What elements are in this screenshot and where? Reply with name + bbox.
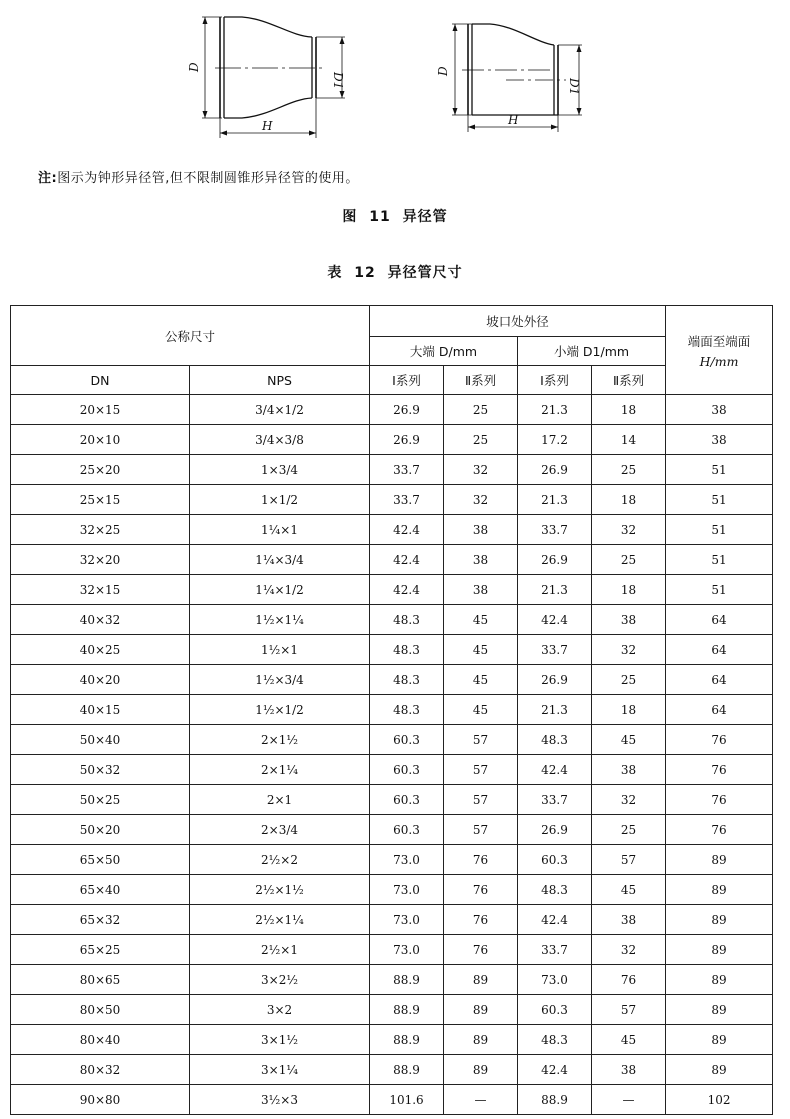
cell-dn: 32×25 — [11, 515, 190, 545]
cell-small-series2: 45 — [592, 725, 666, 755]
cell-dn: 20×15 — [11, 395, 190, 425]
cell-dn: 32×15 — [11, 575, 190, 605]
cell-h: 51 — [666, 575, 773, 605]
cell-small-series1: 73.0 — [518, 965, 592, 995]
cell-large-series1: 48.3 — [370, 635, 444, 665]
figure-caption: 图 11 异径管 — [342, 209, 448, 225]
header-end-to-end — [666, 306, 773, 395]
table-row — [11, 785, 773, 815]
cell-h: 89 — [666, 935, 773, 965]
cell-small-series1: 48.3 — [518, 1025, 592, 1055]
cell-dn: 50×20 — [11, 815, 190, 845]
cell-large-series2: 45 — [444, 635, 518, 665]
cell-large-series2: 45 — [444, 605, 518, 635]
table-row — [11, 1085, 773, 1115]
table-row — [11, 695, 773, 725]
cell-small-series2: — — [592, 1085, 666, 1115]
figure-note — [38, 167, 359, 186]
header-series2-large: Ⅱ系列 — [444, 366, 518, 395]
cell-small-series1: 26.9 — [518, 665, 592, 695]
table-row — [11, 395, 773, 425]
header-series1-small: Ⅰ系列 — [518, 366, 592, 395]
cell-h: 64 — [666, 605, 773, 635]
cell-small-series1: 48.3 — [518, 725, 592, 755]
cell-nps: 1½×1 — [190, 635, 370, 665]
concentric-reducer-drawing — [202, 17, 345, 138]
cell-large-series1: 26.9 — [370, 425, 444, 455]
cell-small-series1: 26.9 — [518, 815, 592, 845]
cell-large-series1: 101.6 — [370, 1085, 444, 1115]
cell-large-series2: 32 — [444, 455, 518, 485]
cell-h: 89 — [666, 845, 773, 875]
cell-large-series2: 57 — [444, 785, 518, 815]
right-d1-label: D1 — [567, 78, 581, 96]
header-nps: NPS — [190, 366, 370, 395]
cell-small-series1: 60.3 — [518, 995, 592, 1025]
cell-small-series1: 21.3 — [518, 485, 592, 515]
cell-small-series2: 38 — [592, 755, 666, 785]
cell-small-series1: 42.4 — [518, 1055, 592, 1085]
cell-dn: 90×80 — [11, 1085, 190, 1115]
cell-small-series2: 57 — [592, 995, 666, 1025]
table-row — [11, 575, 773, 605]
cell-large-series2: — — [444, 1085, 518, 1115]
cell-dn: 65×32 — [11, 905, 190, 935]
cell-large-series2: 45 — [444, 695, 518, 725]
cell-nps: 2×1¼ — [190, 755, 370, 785]
cell-dn: 50×40 — [11, 725, 190, 755]
cell-small-series1: 17.2 — [518, 425, 592, 455]
cell-small-series2: 45 — [592, 1025, 666, 1055]
cell-large-series1: 48.3 — [370, 605, 444, 635]
table-row — [11, 545, 773, 575]
cell-nps: 3×2½ — [190, 965, 370, 995]
header-end-to-end-line1: 端面至端面 — [687, 333, 751, 349]
cell-nps: 2½×1½ — [190, 875, 370, 905]
table-row — [11, 485, 773, 515]
cell-large-series1: 48.3 — [370, 665, 444, 695]
cell-large-series2: 76 — [444, 875, 518, 905]
cell-large-series2: 89 — [444, 995, 518, 1025]
cell-large-series1: 33.7 — [370, 485, 444, 515]
cell-nps: 1½×1¼ — [190, 605, 370, 635]
table-row — [11, 965, 773, 995]
cell-nps: 1½×1/2 — [190, 695, 370, 725]
cell-h: 51 — [666, 485, 773, 515]
note-prefix: 注: — [38, 171, 58, 186]
header-end-to-end-line2: H/mm — [699, 353, 739, 369]
cell-nps: 2½×1¼ — [190, 905, 370, 935]
cell-h: 64 — [666, 635, 773, 665]
cell-large-series1: 60.3 — [370, 725, 444, 755]
cell-large-series2: 38 — [444, 575, 518, 605]
cell-large-series1: 60.3 — [370, 785, 444, 815]
cell-large-series2: 57 — [444, 815, 518, 845]
cell-dn: 80×32 — [11, 1055, 190, 1085]
note-text: 图示为钟形异径管,但不限制圆锥形异径管的使用。 — [57, 171, 359, 186]
cell-small-series1: 42.4 — [518, 755, 592, 785]
cell-small-series2: 18 — [592, 395, 666, 425]
cell-small-series2: 32 — [592, 935, 666, 965]
cell-dn: 65×25 — [11, 935, 190, 965]
cell-large-series1: 26.9 — [370, 395, 444, 425]
cell-small-series1: 42.4 — [518, 905, 592, 935]
cell-nps: 3×2 — [190, 995, 370, 1025]
table-body — [11, 395, 773, 1115]
cell-dn: 80×40 — [11, 1025, 190, 1055]
cell-small-series2: 38 — [592, 605, 666, 635]
cell-h: 51 — [666, 545, 773, 575]
table-row — [11, 845, 773, 875]
table-row — [11, 425, 773, 455]
cell-dn: 20×10 — [11, 425, 190, 455]
table-row — [11, 815, 773, 845]
cell-dn: 65×50 — [11, 845, 190, 875]
cell-h: 51 — [666, 455, 773, 485]
cell-large-series1: 73.0 — [370, 905, 444, 935]
cell-nps: 2½×2 — [190, 845, 370, 875]
cell-nps: 3×1½ — [190, 1025, 370, 1055]
cell-nps: 2½×1 — [190, 935, 370, 965]
table-row — [11, 1025, 773, 1055]
cell-dn: 25×15 — [11, 485, 190, 515]
cell-large-series2: 76 — [444, 845, 518, 875]
cell-nps: 1¼×3/4 — [190, 545, 370, 575]
cell-small-series1: 88.9 — [518, 1085, 592, 1115]
table-row — [11, 875, 773, 905]
cell-dn: 80×50 — [11, 995, 190, 1025]
cell-nps: 2×1 — [190, 785, 370, 815]
cell-large-series2: 57 — [444, 755, 518, 785]
cell-small-series1: 21.3 — [518, 695, 592, 725]
cell-small-series2: 32 — [592, 635, 666, 665]
table-row — [11, 635, 773, 665]
cell-h: 89 — [666, 965, 773, 995]
reducer-dimension-table — [10, 305, 773, 1115]
cell-nps: 3½×3 — [190, 1085, 370, 1115]
cell-h: 89 — [666, 1025, 773, 1055]
cell-small-series1: 33.7 — [518, 635, 592, 665]
reducer-figure — [0, 0, 790, 160]
cell-small-series1: 26.9 — [518, 455, 592, 485]
cell-large-series1: 42.4 — [370, 575, 444, 605]
cell-small-series2: 25 — [592, 815, 666, 845]
cell-dn: 40×15 — [11, 695, 190, 725]
table-row — [11, 995, 773, 1025]
cell-h: 102 — [666, 1085, 773, 1115]
table-row — [11, 725, 773, 755]
cell-nps: 3/4×1/2 — [190, 395, 370, 425]
cell-large-series2: 89 — [444, 1055, 518, 1085]
cell-small-series2: 38 — [592, 905, 666, 935]
cell-small-series2: 32 — [592, 785, 666, 815]
cell-large-series2: 25 — [444, 395, 518, 425]
cell-nps: 1×1/2 — [190, 485, 370, 515]
reducer-drawings — [0, 0, 790, 160]
cell-h: 64 — [666, 665, 773, 695]
cell-small-series1: 21.3 — [518, 575, 592, 605]
cell-nps: 1¼×1 — [190, 515, 370, 545]
left-d-label: D — [187, 62, 201, 72]
cell-dn: 40×20 — [11, 665, 190, 695]
right-h-label: H — [508, 113, 519, 127]
cell-large-series1: 33.7 — [370, 455, 444, 485]
cell-large-series1: 42.4 — [370, 545, 444, 575]
cell-small-series1: 21.3 — [518, 395, 592, 425]
header-series1-large: Ⅰ系列 — [370, 366, 444, 395]
cell-small-series2: 38 — [592, 1055, 666, 1085]
cell-large-series2: 89 — [444, 965, 518, 995]
cell-large-series1: 73.0 — [370, 845, 444, 875]
cell-large-series1: 88.9 — [370, 1055, 444, 1085]
left-d1-label: D1 — [331, 72, 345, 90]
cell-h: 38 — [666, 425, 773, 455]
cell-small-series1: 48.3 — [518, 875, 592, 905]
cell-h: 89 — [666, 905, 773, 935]
header-dn: DN — [11, 366, 190, 395]
table-row — [11, 455, 773, 485]
cell-nps: 2×1½ — [190, 725, 370, 755]
table-caption: 表 12 异径管尺寸 — [327, 265, 463, 281]
cell-nps: 3×1¼ — [190, 1055, 370, 1085]
cell-large-series2: 38 — [444, 515, 518, 545]
cell-large-series2: 76 — [444, 935, 518, 965]
cell-small-series1: 42.4 — [518, 605, 592, 635]
cell-large-series1: 60.3 — [370, 815, 444, 845]
cell-h: 76 — [666, 755, 773, 785]
cell-nps: 1½×3/4 — [190, 665, 370, 695]
cell-small-series1: 33.7 — [518, 785, 592, 815]
cell-small-series2: 32 — [592, 515, 666, 545]
cell-small-series1: 26.9 — [518, 545, 592, 575]
cell-large-series1: 88.9 — [370, 1025, 444, 1055]
table-row — [11, 515, 773, 545]
cell-dn: 40×32 — [11, 605, 190, 635]
cell-nps: 2×3/4 — [190, 815, 370, 845]
cell-small-series2: 14 — [592, 425, 666, 455]
table-row — [11, 935, 773, 965]
right-d-label: D — [436, 66, 450, 76]
cell-dn: 40×25 — [11, 635, 190, 665]
header-series2-small: Ⅱ系列 — [592, 366, 666, 395]
cell-large-series2: 57 — [444, 725, 518, 755]
cell-large-series2: 76 — [444, 905, 518, 935]
cell-h: 76 — [666, 785, 773, 815]
cell-h: 64 — [666, 695, 773, 725]
cell-large-series1: 88.9 — [370, 995, 444, 1025]
cell-small-series2: 45 — [592, 875, 666, 905]
header-small-end: 小端 D1/mm — [518, 337, 666, 366]
cell-large-series2: 25 — [444, 425, 518, 455]
cell-h: 89 — [666, 995, 773, 1025]
cell-large-series1: 48.3 — [370, 695, 444, 725]
cell-large-series1: 88.9 — [370, 965, 444, 995]
cell-large-series1: 73.0 — [370, 875, 444, 905]
header-bevel-od: 坡口处外径 — [370, 306, 666, 337]
cell-dn: 50×32 — [11, 755, 190, 785]
cell-nps: 3/4×3/8 — [190, 425, 370, 455]
cell-small-series1: 33.7 — [518, 935, 592, 965]
cell-h: 76 — [666, 725, 773, 755]
cell-h: 38 — [666, 395, 773, 425]
cell-large-series2: 89 — [444, 1025, 518, 1055]
cell-nps: 1×3/4 — [190, 455, 370, 485]
cell-small-series2: 57 — [592, 845, 666, 875]
cell-h: 76 — [666, 815, 773, 845]
cell-large-series2: 32 — [444, 485, 518, 515]
cell-large-series1: 60.3 — [370, 755, 444, 785]
cell-dn: 25×20 — [11, 455, 190, 485]
cell-small-series2: 18 — [592, 695, 666, 725]
cell-h: 51 — [666, 515, 773, 545]
table-row — [11, 665, 773, 695]
cell-small-series1: 60.3 — [518, 845, 592, 875]
cell-small-series2: 25 — [592, 455, 666, 485]
left-h-label: H — [262, 119, 273, 133]
cell-small-series2: 18 — [592, 575, 666, 605]
cell-small-series2: 25 — [592, 665, 666, 695]
cell-h: 89 — [666, 1055, 773, 1085]
cell-small-series1: 33.7 — [518, 515, 592, 545]
cell-dn: 50×25 — [11, 785, 190, 815]
header-nominal-size: 公称尺寸 — [11, 306, 370, 366]
cell-small-series2: 18 — [592, 485, 666, 515]
header-large-end: 大端 D/mm — [370, 337, 518, 366]
cell-large-series2: 38 — [444, 545, 518, 575]
cell-dn: 65×40 — [11, 875, 190, 905]
cell-dn: 80×65 — [11, 965, 190, 995]
cell-large-series1: 73.0 — [370, 935, 444, 965]
cell-large-series1: 42.4 — [370, 515, 444, 545]
cell-nps: 1¼×1/2 — [190, 575, 370, 605]
cell-large-series2: 45 — [444, 665, 518, 695]
cell-small-series2: 25 — [592, 545, 666, 575]
table-row — [11, 1055, 773, 1085]
cell-h: 89 — [666, 875, 773, 905]
cell-small-series2: 76 — [592, 965, 666, 995]
table-row — [11, 755, 773, 785]
cell-dn: 32×20 — [11, 545, 190, 575]
table-row — [11, 605, 773, 635]
table-row — [11, 905, 773, 935]
